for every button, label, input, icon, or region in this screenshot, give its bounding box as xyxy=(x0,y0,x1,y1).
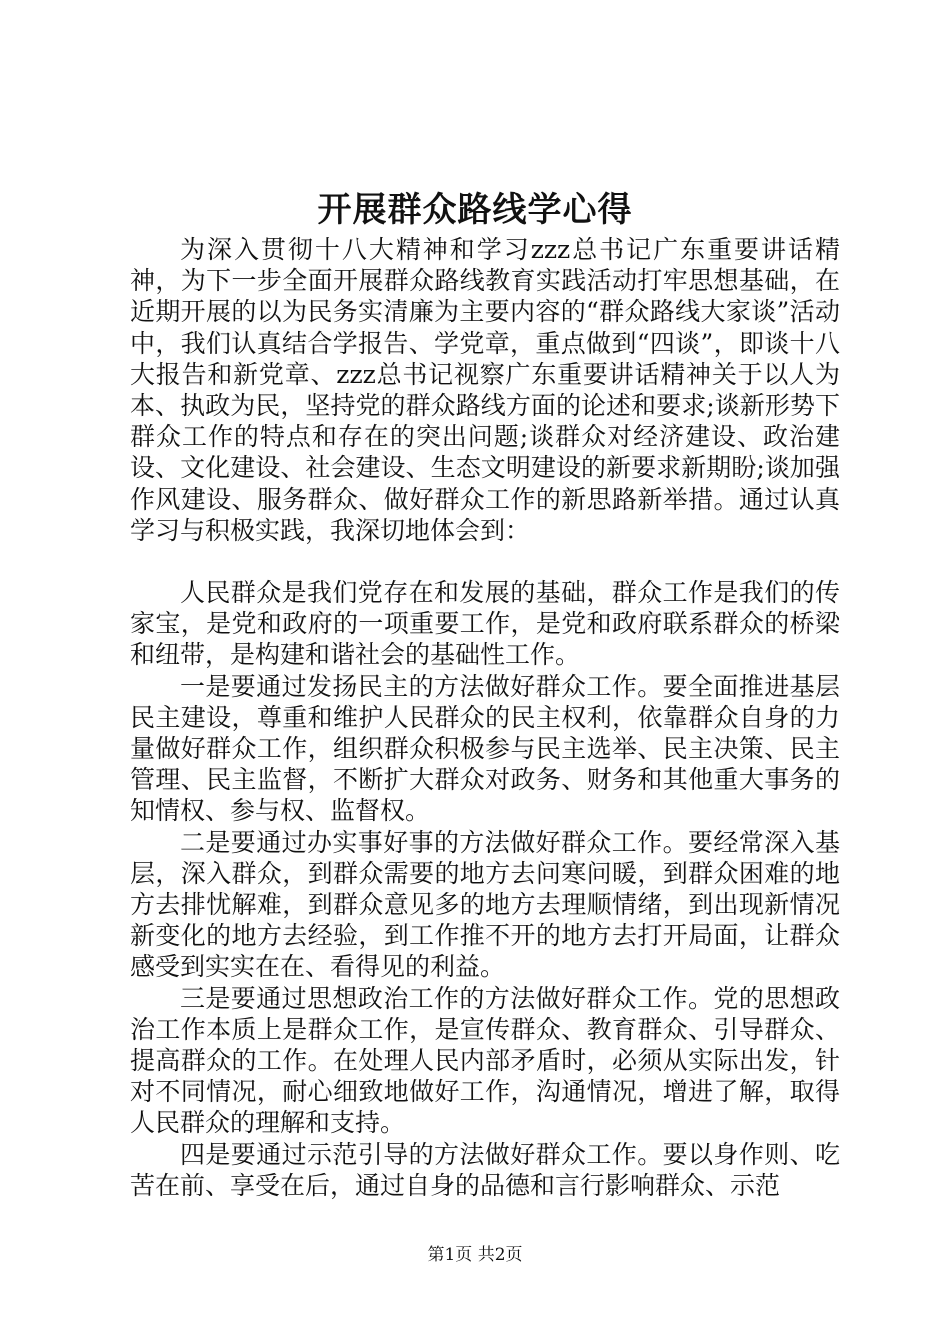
paragraph-intro: 为深入贯彻十八大精神和学习zzz总书记广东重要讲话精神，为下一步全面开展群众路线教育实践活动打牢思想基础，在近期开展的以为民务实清廉为主要内容的“群众路线大家谈”活动中，我们认真结合学报告、学党章，重点做到“四谈”，即谈十八大报告和新党章、zzz总书记视察广东重要讲话精神关于以人为本、执政为民，坚持党的群众路线方面的论述和要求;谈新形势下群众工作的特点和存在的突出问题;谈群众对经济建设、政治建设、文化建设、社会建设、生态文明建设的新要求新期盼;谈加强作风建设、服务群众、做好群众工作的新思路新举措。通过认真学习与积极实践，我深切地体会到： xyxy=(130,235,840,545)
paragraph-gap xyxy=(130,546,840,577)
paragraph-foundation: 人民群众是我们党存在和发展的基础，群众工作是我们的传家宝，是党和政府的一项重要工作，是党和政府联系群众的桥梁和纽带，是构建和谐社会的基础性工作。 xyxy=(130,578,840,670)
document-body xyxy=(130,234,840,1201)
document-title: 开展群众路线学心得 xyxy=(317,190,633,230)
paragraph-point-one: 一是要通过发扬民主的方法做好群众工作。要全面推进基层民主建设，尊重和维护人民群众的民主权利，依靠群众自身的力量做好群众工作，组织群众积极参与民主选举、民主决策、民主管理、民主监督，不断扩大群众对政务、财务和其他重大事务的知情权、参与权、监督权。 xyxy=(130,671,840,826)
paragraph-point-four: 四是要通过示范引导的方法做好群众工作。要以身作则、吃苦在前、享受在后，通过自身的品德和言行影响群众、示范 xyxy=(130,1139,840,1200)
paragraph-point-three: 三是要通过思想政治工作的方法做好群众工作。党的思想政治工作本质上是群众工作，是宣传群众、教育群众、引导群众、提高群众的工作。在处理人民内部矛盾时，必须从实际出发，针对不同情况，耐心细致地做好工作，沟通情况，增进了解，取得人民群众的理解和支持。 xyxy=(130,983,840,1138)
paragraph-point-two: 二是要通过办实事好事的方法做好群众工作。要经常深入基层，深入群众，到群众需要的地方去问寒问暖，到群众困难的地方去排忧解难，到群众意见多的地方去理顺情绪，到出现新情况新变化的地方去经验，到工作推不开的地方去打开局面，让群众感受到实实在在、看得见的利益。 xyxy=(130,827,840,982)
page-footer: 第1页 共2页 xyxy=(427,1245,523,1265)
